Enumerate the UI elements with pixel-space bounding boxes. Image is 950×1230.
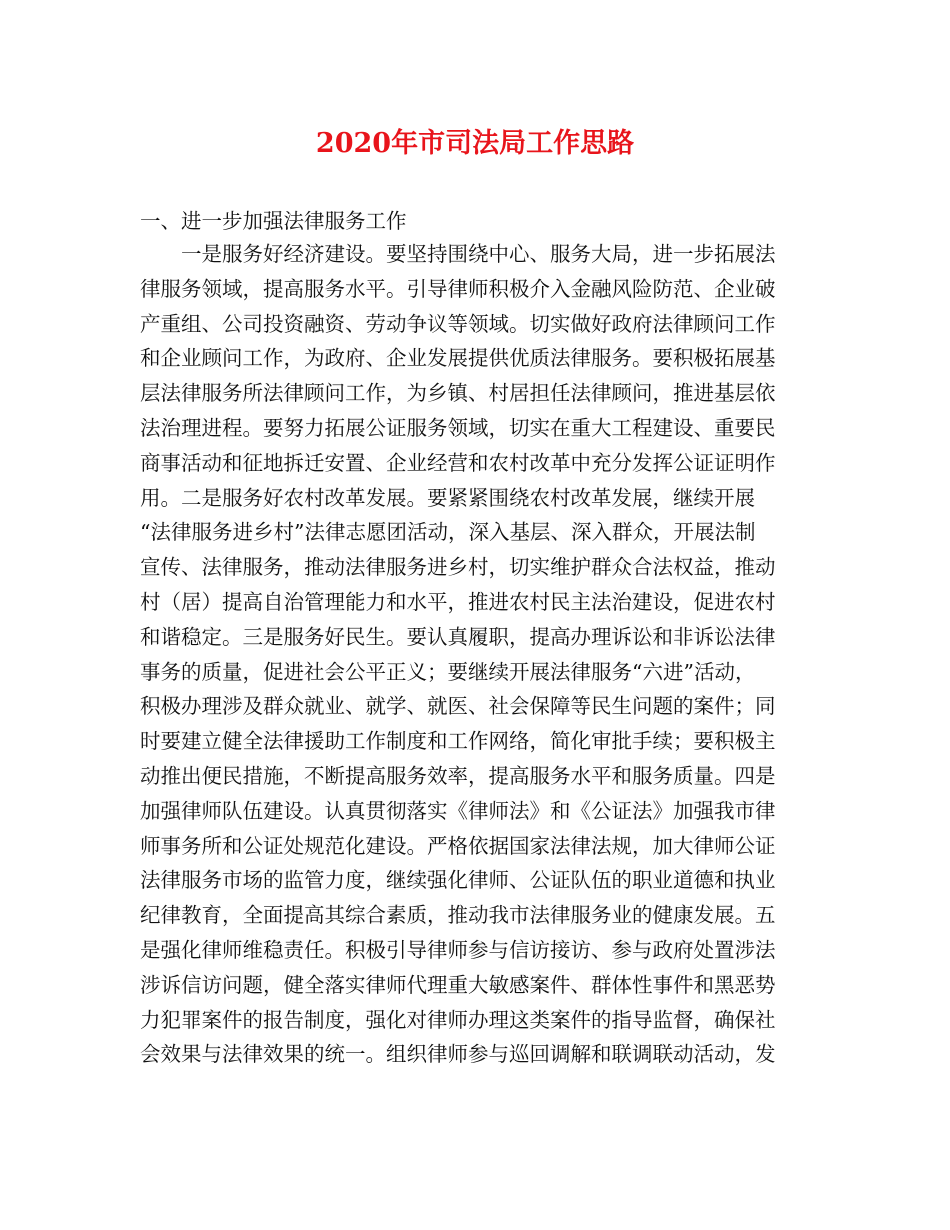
text-line: 一是服务好经济建设。要坚持围绕中心、服务大局，进一步拓展法 [181, 242, 776, 266]
text-line: 和谐稳定。三是服务好民生。要认真履职，提高办理诉讼和非诉讼法律 [140, 624, 776, 649]
text-line: 法治理进程。要努力拓展公证服务领域，切实在重大工程建设、重要民 [140, 415, 776, 440]
text-line: 动推出便民措施，不断提高服务效率，提高服务水平和服务质量。四是 [140, 763, 776, 788]
text-line: “法律服务进乡村”法律志愿团活动，深入基层、深入群众，开展法制 [140, 520, 756, 545]
text-line: 村（居）提高自治管理能力和水平，推进农村民主法治建设，促进农村 [140, 589, 776, 614]
text-line: 宣传、法律服务，推动法律服务进乡村，切实维护群众合法权益，推动 [140, 555, 776, 580]
text-line: 会效果与法律效果的统一。组织律师参与巡回调解和联调联动活动，发 [140, 1042, 776, 1067]
text-line: 力犯罪案件的报告制度，强化对律师办理这类案件的指导监督，确保社 [140, 1007, 776, 1032]
text-line: 是强化律师维稳责任。积极引导律师参与信访接访、参与政府处置涉法 [140, 937, 776, 962]
text-line: 用。二是服务好农村改革发展。要紧紧围绕农村改革发展，继续开展 [140, 485, 755, 510]
text-line: 师事务所和公证处规范化建设。严格依据国家法律法规，加大律师公证 [140, 833, 776, 858]
text-line: 时要建立健全法律援助工作制度和工作网络，简化审批手续；要积极主 [140, 729, 776, 754]
text-line: 产重组、公司投资融资、劳动争议等领域。切实做好政府法律顾问工作 [140, 311, 776, 336]
document-title: 2020年市司法局工作思路 [315, 128, 635, 159]
text-line: 事务的质量，促进社会公平正义；要继续开展法律服务“六进”活动， [140, 659, 756, 684]
text-line: 积极办理涉及群众就业、就学、就医、社会保障等民生问题的案件；同 [140, 694, 776, 719]
text-line: 和企业顾问工作，为政府、企业发展提供优质法律服务。要积极拓展基 [140, 346, 776, 371]
text-line: 加强律师队伍建设。认真贯彻落实《律师法》和《公证法》加强我市律 [140, 798, 776, 823]
section-heading: 一、进一步加强法律服务工作 [140, 209, 407, 233]
text-line: 商事活动和征地拆迁安置、企业经营和农村改革中充分发挥公证证明作 [140, 450, 776, 475]
text-line: 涉诉信访问题，健全落实律师代理重大敏感案件、群体性事件和黑恶势 [140, 972, 776, 997]
text-line: 纪律教育，全面提高其综合素质，推动我市法律服务业的健康发展。五 [140, 903, 776, 928]
text-line: 层法律服务所法律顾问工作，为乡镇、村居担任法律顾问，推进基层依 [140, 381, 776, 406]
text-line: 律服务领域，提高服务水平。引导律师积极介入金融风险防范、企业破 [140, 276, 776, 301]
text-line: 法律服务市场的监管力度，继续强化律师、公证队伍的职业道德和执业 [140, 868, 776, 893]
body-text [140, 237, 820, 1072]
